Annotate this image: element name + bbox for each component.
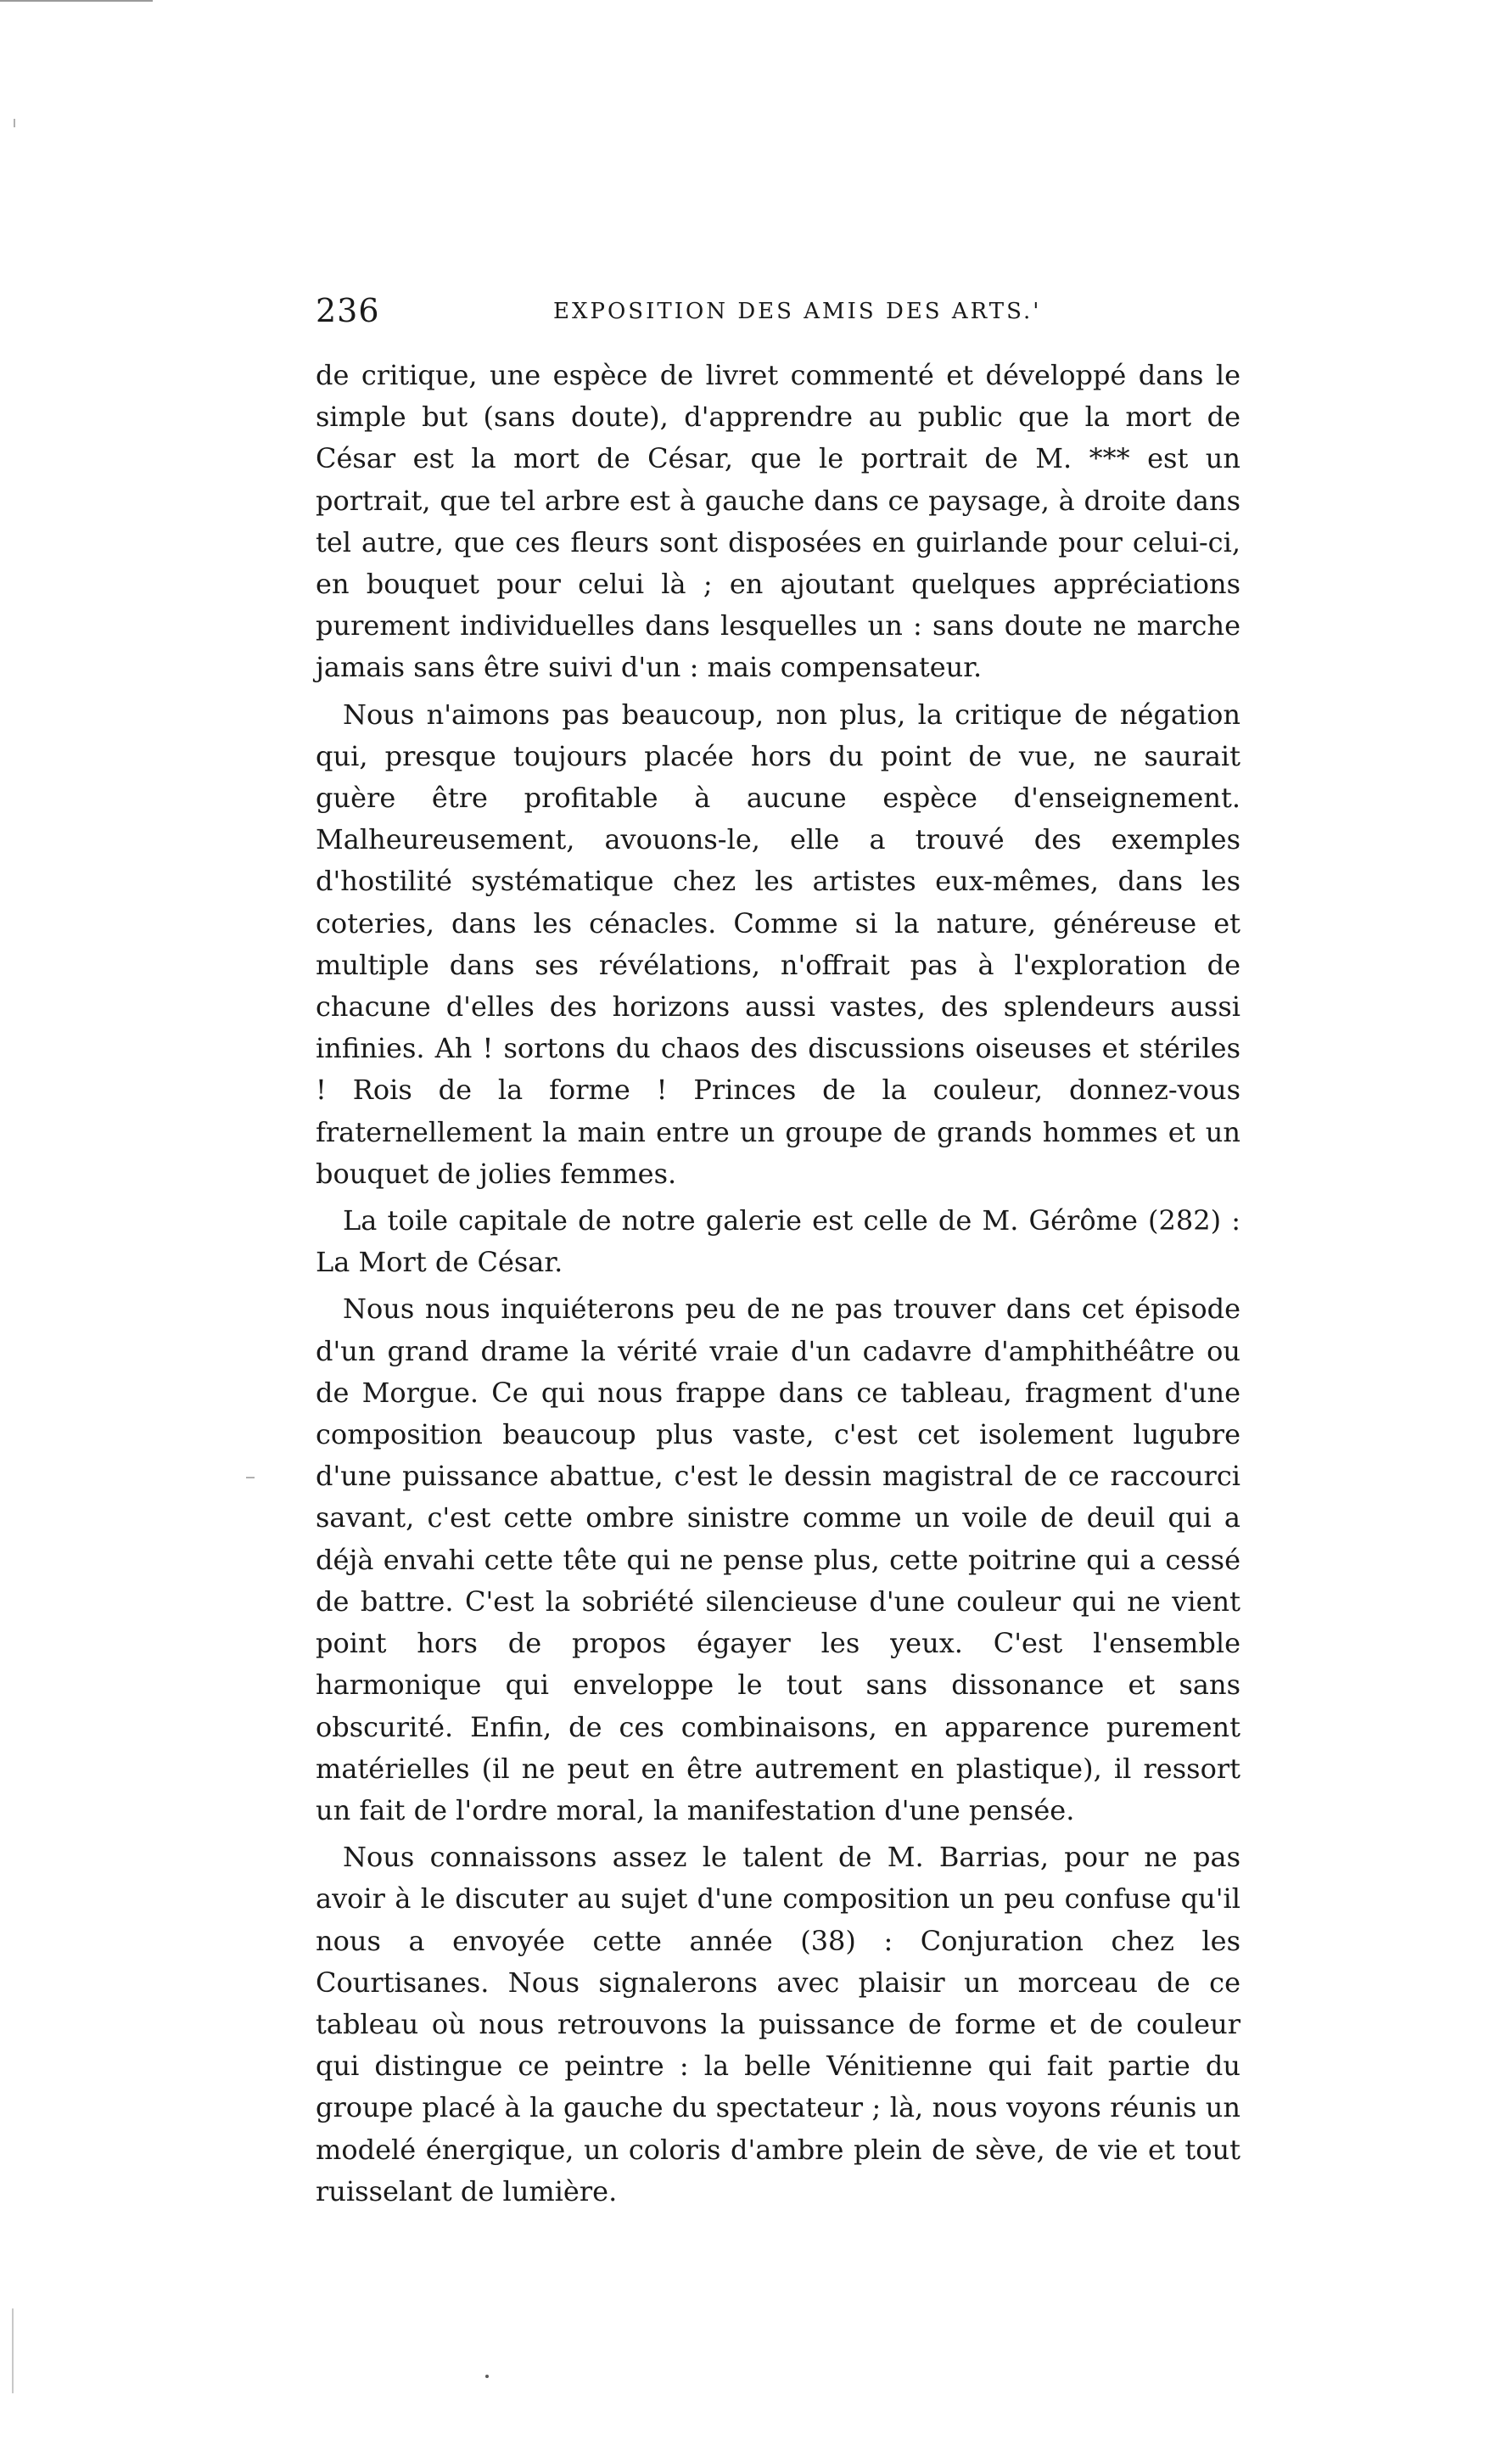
running-title: EXPOSITION DES AMIS DES ARTS.' [553,299,1042,324]
scan-mark-top [0,0,153,2]
paragraph: La toile capitale de notre galerie est celle de M. Gérôme (282) : La Mort de César. [316,1204,1240,1279]
book-page [316,289,1240,2213]
paragraph: Nous connaissons assez le talent de M. Barrias, pour ne pas avoir à le discuter au sujet d'une composition un peu confuse qu'il nous a envoyée cette année (38) : Conjuration chez les Courtisanes. Nous signalerons avec plaisir un morceau de ce tableau où nous retrouvons la puissance de forme et de couleur qui distingue ce peintre : la belle Vénitienne qui fait partie du groupe placé à la gauche du spectateur ; là, nous voyons réunis un modelé énergique, un coloris d'ambre plein de sève, de vie et tout ruisselant de lumière. [316,1841,1240,2207]
scan-mark-left [14,119,15,127]
running-head [316,289,1240,339]
scan-mark-edge [12,2308,14,2393]
paragraph: Nous nous inquiéterons peu de ne pas trouver dans cet épisode d'un grand drame la vérité vraie d'un cadavre d'amphithéâtre ou de Morgue. Ce qui nous frappe dans ce tableau, fragment d'une composition beaucoup plus vaste, c'est cet isolement lugubre d'une puissance abattue, c'est le dessin magistral de ce raccourci savant, c'est cette ombre sinistre comme un voile de deuil qui a déjà envahi cette tête qui ne pense plus, cette poitrine qui a cessé de battre. C'est la sobriété silencieuse d'une couleur qui ne vient point hors de propos égayer les yeux. C'est l'ensemble harmonique qui enveloppe le tout sans dissonance et sans obscurité. Enfin, de ces combinaisons, en apparence purement matérielles (il ne peut en être autrement en plastique), il ressort un fait de l'ordre moral, la manifestation d'une pensée. [316,1293,1240,1826]
text-body [316,355,1240,2213]
page-number: 236 [316,292,380,329]
paragraph: Nous n'aimons pas beaucoup, non plus, la critique de négation qui, presque toujours placée hors du point de vue, ne saurait guère être profitable à aucune espèce d'enseignement. Malheureusement, avouons-le, elle a trouvé des exemples d'hostilité systématique chez les artistes eux-mêmes, dans les coteries, dans les cénacles. Comme si la nature, généreuse et multiple dans ses révélations, n'offrait pas à l'exploration de chacune d'elles des horizons aussi vastes, des splendeurs aussi infinies. Ah ! sortons du chaos des discussions oiseuses et stériles ! Rois de la forme ! Princes de la couleur, donnez-vous fraternellement la main entre un groupe de grands hommes et un bouquet de jolies femmes. [316,698,1240,1190]
scan-speck [485,2375,489,2378]
paragraph: de critique, une espèce de livret commenté et développé dans le simple but (sans doute), d'apprendre au public que la mort de César est la mort de César, que le portrait de M. *** est un portrait, que tel arbre est à gauche dans ce paysage, à droite dans tel autre, que ces fleurs sont disposées en guirlande pour celui-ci, en bouquet pour celui là ; en ajoutant quelques appréciations purement individuelles dans lesquelles un : sans doute ne marche jamais sans être suivi d'un : mais compensateur. [316,359,1240,684]
scan-mark-margin [246,1477,255,1478]
